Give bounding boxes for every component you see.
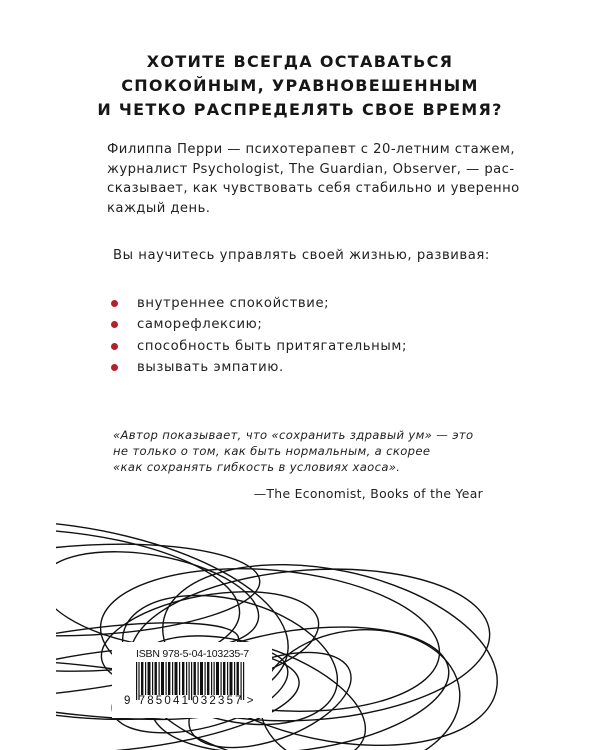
quote-line: «Автор показывает, что «сохранить здравый ум» — это: [113, 428, 474, 442]
barcode-digit-first: 9: [124, 695, 133, 707]
list-item-text: саморефлексию;: [137, 317, 263, 333]
headline-line: И ЧЕТКО РАСПРЕДЕЛЯТЬ СВОЕ ВРЕМЯ?: [97, 100, 503, 119]
quote-attribution: —The Economist, Books of the Year: [253, 486, 483, 501]
barcode-digits-right: 032357: [192, 695, 244, 707]
skills-intro: Вы научитесь управлять своей жизнью, развивая:: [113, 248, 490, 263]
headline-line: ХОТИТЕ ВСЕГДА ОСТАВАТЬСЯ: [146, 52, 454, 71]
barcode-digits-left: 785041: [138, 695, 191, 707]
bio-line: журналист Psychologist, The Guardian, Observer, — рас-: [107, 161, 515, 177]
isbn-label: ISBN 978-5-04-103235-7: [136, 648, 249, 660]
quote-line: не только о том, как быть нормальным, а скорее: [113, 444, 431, 458]
list-item-text: внутреннее спокойствие;: [137, 296, 330, 311]
bio-line: каждый день.: [107, 200, 211, 216]
isbn-barcode: [112, 642, 272, 718]
barcode-digits: [124, 695, 256, 707]
bio-line: Филиппа Перри — психотерапевт с 20-летним стажем,: [107, 142, 516, 157]
bio-line: сказывает, как чувствовать себя стабильно и уверенно: [107, 181, 520, 197]
barcode-end-marker: >: [246, 695, 256, 707]
headline-line: СПОКОЙНЫМ, УРАВНОВЕШЕННЫМ: [121, 76, 479, 95]
list-item-text: вызывать эмпатию.: [137, 359, 284, 375]
list-item-text: способность быть притягательным;: [137, 338, 407, 354]
quote-line: «как сохранять гибкость в условиях хаоса».: [113, 460, 401, 474]
